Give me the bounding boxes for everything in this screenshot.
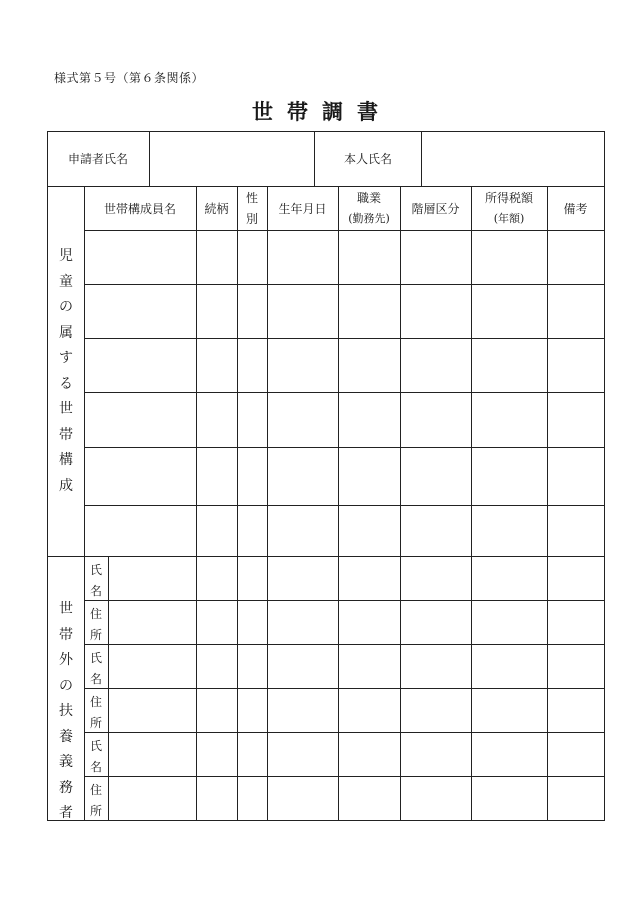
header-member-name: 世帯構成員名 — [103, 202, 176, 216]
header-relationship: 続柄 — [204, 202, 229, 216]
name-label-1: 氏 — [89, 651, 102, 665]
name-label-2: 名 — [89, 760, 102, 774]
col-divider — [338, 186, 339, 820]
address-label-2: 所 — [89, 804, 102, 818]
col-divider — [314, 132, 315, 186]
header-income-tax-sub: (年額) — [493, 212, 525, 225]
form-number: 様式第５号（第６条関係） — [54, 71, 205, 85]
row-divider — [84, 505, 604, 506]
col-divider — [471, 186, 472, 820]
address-label-1: 住 — [89, 607, 102, 621]
col-divider — [400, 186, 401, 820]
row-divider — [84, 338, 604, 339]
header-bracket: 階層区分 — [411, 202, 460, 216]
row-divider — [84, 392, 604, 393]
header-income-tax: 所得税額 — [484, 191, 533, 205]
header-occupation: 職業 — [356, 191, 381, 205]
name-label-2: 名 — [89, 584, 102, 598]
row-divider — [48, 186, 604, 187]
row-divider — [84, 230, 604, 231]
page-title: 世帯調書 — [252, 99, 392, 124]
header-occupation-sub: (勤務先) — [348, 212, 390, 225]
section-outside-label: 世帯外の扶養義務者 — [59, 601, 73, 821]
address-label-2: 所 — [89, 628, 102, 642]
col-divider — [149, 132, 150, 186]
person-name-label: 本人氏名 — [344, 152, 393, 166]
header-remarks: 備考 — [563, 202, 588, 216]
row-divider — [84, 688, 604, 689]
header-birthdate: 生年月日 — [278, 202, 327, 216]
name-label-1: 氏 — [89, 563, 102, 577]
row-divider — [84, 732, 604, 733]
name-label-1: 氏 — [89, 739, 102, 753]
section-household-label: 児童の属する世帯構成 — [59, 248, 73, 494]
header-gender-1: 性 — [245, 191, 258, 205]
name-label-2: 名 — [89, 672, 102, 686]
col-divider — [84, 186, 85, 820]
header-gender-2: 別 — [245, 212, 258, 226]
row-divider — [84, 776, 604, 777]
col-divider — [547, 186, 548, 820]
col-divider — [267, 186, 268, 820]
row-divider — [84, 600, 604, 601]
household-form — [47, 131, 605, 821]
row-divider — [84, 644, 604, 645]
col-divider — [421, 132, 422, 186]
address-label-1: 住 — [89, 783, 102, 797]
address-label-1: 住 — [89, 695, 102, 709]
row-divider — [84, 284, 604, 285]
col-divider — [196, 186, 197, 820]
address-label-2: 所 — [89, 716, 102, 730]
col-divider — [237, 186, 238, 820]
applicant-name-label: 申請者氏名 — [68, 152, 129, 166]
section-divider — [48, 556, 604, 557]
col-divider — [108, 556, 109, 820]
row-divider — [84, 447, 604, 448]
